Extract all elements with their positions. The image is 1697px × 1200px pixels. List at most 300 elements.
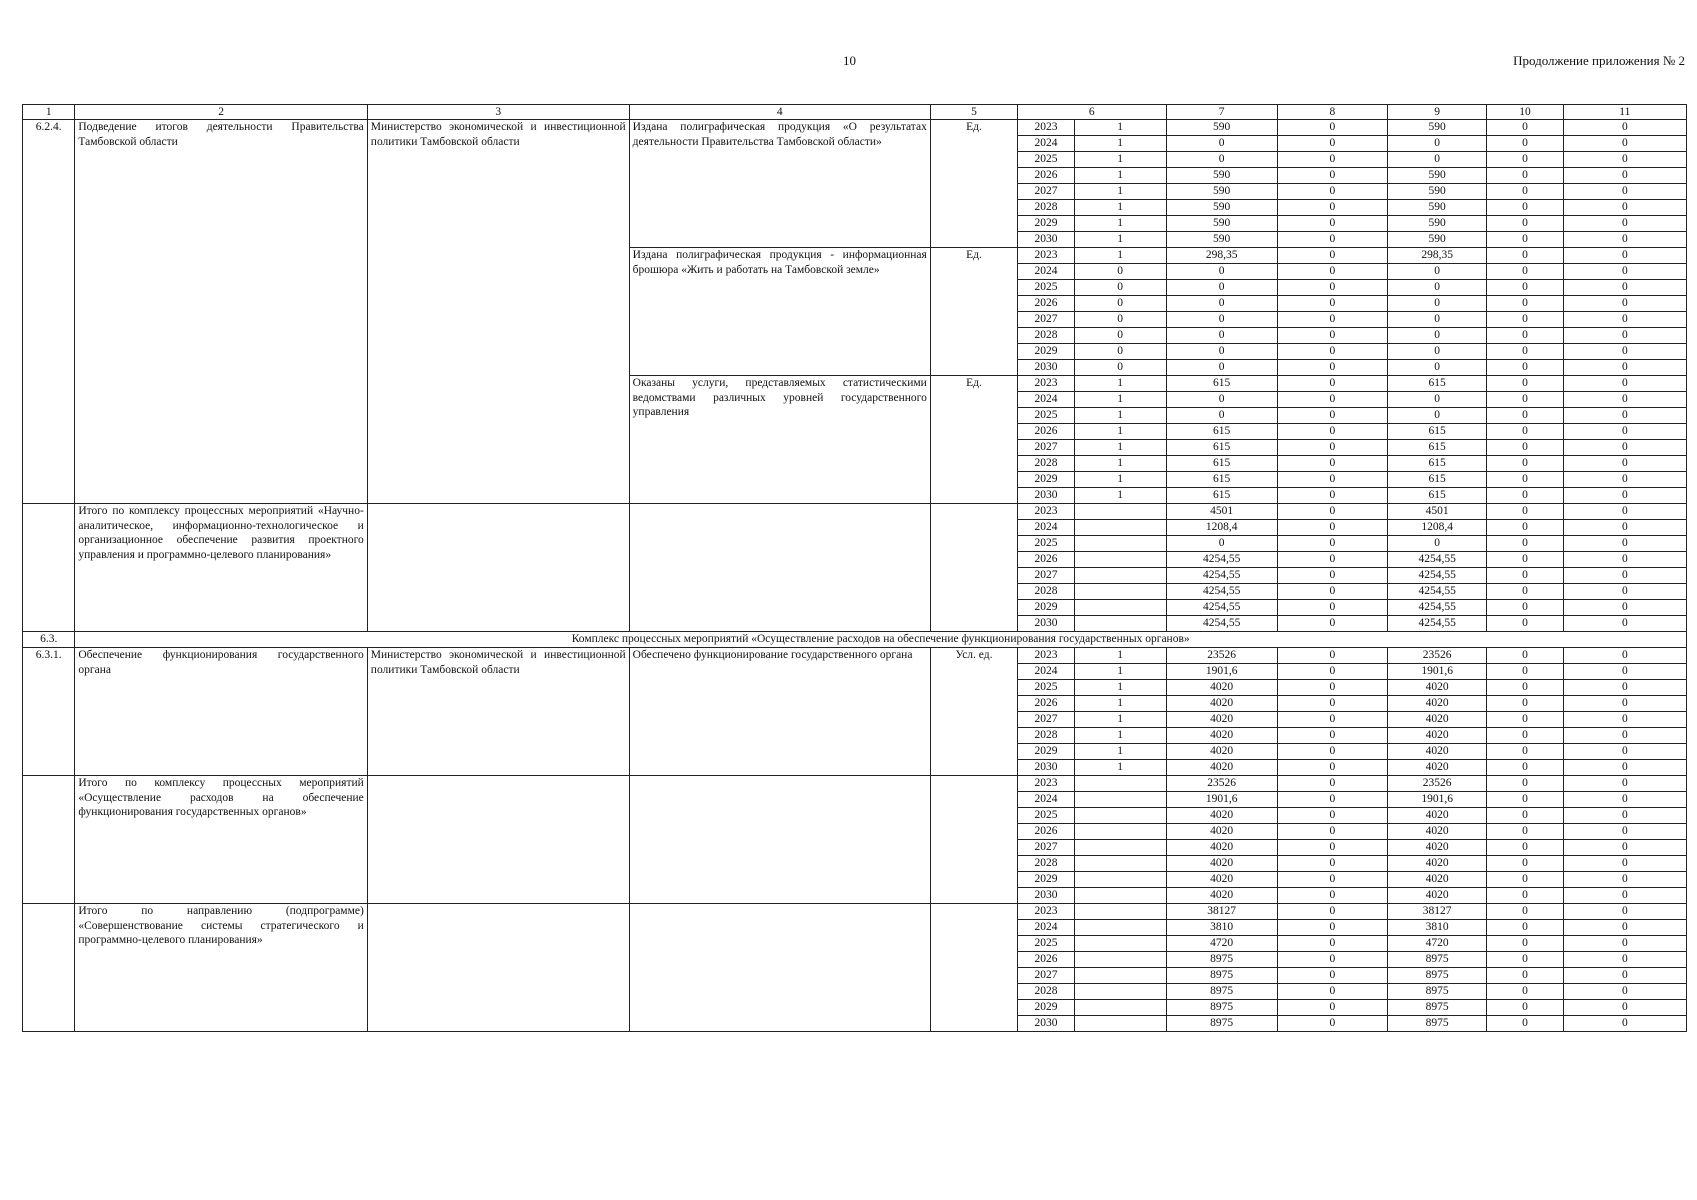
year: 2024: [1018, 136, 1075, 152]
total-unit: [930, 504, 1017, 632]
value-11: 0: [1563, 600, 1686, 616]
value-6: 1: [1074, 488, 1166, 504]
value-7: 615: [1166, 440, 1277, 456]
value-8: 0: [1277, 552, 1387, 568]
value-8: 0: [1277, 520, 1387, 536]
value-8: 0: [1277, 264, 1387, 280]
value-10: 0: [1487, 344, 1563, 360]
year: 2027: [1018, 568, 1075, 584]
item-result: Оказаны услуги, представляемых статистическими ведомствами различных уровней государственного управления: [629, 376, 930, 504]
value-11: 0: [1563, 424, 1686, 440]
value-10: 0: [1487, 568, 1563, 584]
value-8: 0: [1277, 968, 1387, 984]
value-10: 0: [1487, 328, 1563, 344]
value-10: 0: [1487, 1016, 1563, 1032]
value-11: 0: [1563, 536, 1686, 552]
year: 2028: [1018, 584, 1075, 600]
value-11: 0: [1563, 216, 1686, 232]
value-9: 615: [1388, 424, 1487, 440]
item-result: Издана полиграфическая продукция - информационная брошюра «Жить и работать на Тамбовской земле»: [629, 248, 930, 376]
value-11: 0: [1563, 968, 1686, 984]
value-10: 0: [1487, 168, 1563, 184]
value-7: 1901,6: [1166, 664, 1277, 680]
value-8: 0: [1277, 792, 1387, 808]
value-6: [1074, 600, 1166, 616]
value-11: 0: [1563, 344, 1686, 360]
value-7: 0: [1166, 344, 1277, 360]
value-11: 0: [1563, 984, 1686, 1000]
value-9: 1901,6: [1388, 792, 1487, 808]
value-10: 0: [1487, 264, 1563, 280]
value-8: 0: [1277, 744, 1387, 760]
value-6: [1074, 984, 1166, 1000]
value-6: 1: [1074, 744, 1166, 760]
value-9: 4501: [1388, 504, 1487, 520]
value-9: 590: [1388, 200, 1487, 216]
value-8: 0: [1277, 504, 1387, 520]
value-8: 0: [1277, 568, 1387, 584]
value-11: 0: [1563, 200, 1686, 216]
value-11: 0: [1563, 376, 1686, 392]
value-7: 4020: [1166, 856, 1277, 872]
year: 2030: [1018, 488, 1075, 504]
value-8: 0: [1277, 728, 1387, 744]
value-7: 0: [1166, 360, 1277, 376]
total-code: [23, 904, 75, 1032]
value-8: 0: [1277, 152, 1387, 168]
year: 2030: [1018, 888, 1075, 904]
value-10: 0: [1487, 552, 1563, 568]
value-7: 38127: [1166, 904, 1277, 920]
value-7: 4020: [1166, 744, 1277, 760]
value-6: 0: [1074, 360, 1166, 376]
value-7: 0: [1166, 264, 1277, 280]
value-8: 0: [1277, 424, 1387, 440]
value-8: 0: [1277, 440, 1387, 456]
value-7: 0: [1166, 408, 1277, 424]
value-9: 4020: [1388, 728, 1487, 744]
value-7: 590: [1166, 200, 1277, 216]
value-7: 4020: [1166, 728, 1277, 744]
value-10: 0: [1487, 1000, 1563, 1016]
value-7: 4254,55: [1166, 616, 1277, 632]
year: 2026: [1018, 168, 1075, 184]
value-7: 4020: [1166, 888, 1277, 904]
value-7: 8975: [1166, 984, 1277, 1000]
value-9: 8975: [1388, 984, 1487, 1000]
value-7: 615: [1166, 488, 1277, 504]
value-7: 4720: [1166, 936, 1277, 952]
value-11: 0: [1563, 440, 1686, 456]
value-9: 590: [1388, 232, 1487, 248]
item-unit: Ед.: [930, 120, 1017, 248]
value-7: 4020: [1166, 840, 1277, 856]
value-10: 0: [1487, 824, 1563, 840]
value-10: 0: [1487, 280, 1563, 296]
value-8: 0: [1277, 216, 1387, 232]
value-8: 0: [1277, 280, 1387, 296]
value-10: 0: [1487, 584, 1563, 600]
value-10: 0: [1487, 296, 1563, 312]
value-7: 0: [1166, 136, 1277, 152]
col-number-5: 5: [930, 105, 1017, 120]
col-number-9: 9: [1388, 105, 1487, 120]
year: 2029: [1018, 344, 1075, 360]
value-9: 615: [1388, 440, 1487, 456]
year: 2024: [1018, 392, 1075, 408]
value-8: 0: [1277, 872, 1387, 888]
value-9: 8975: [1388, 1016, 1487, 1032]
section-row: [23, 632, 1687, 648]
value-9: 0: [1388, 264, 1487, 280]
item-code: 6.3.1.: [23, 648, 75, 776]
program-table: [22, 104, 1687, 1032]
item-unit: Ед.: [930, 248, 1017, 376]
year: 2029: [1018, 744, 1075, 760]
value-9: 0: [1388, 296, 1487, 312]
value-11: 0: [1563, 568, 1686, 584]
value-10: 0: [1487, 792, 1563, 808]
value-10: 0: [1487, 152, 1563, 168]
year: 2025: [1018, 280, 1075, 296]
value-11: 0: [1563, 792, 1686, 808]
value-6: [1074, 952, 1166, 968]
value-10: 0: [1487, 392, 1563, 408]
value-11: 0: [1563, 408, 1686, 424]
value-10: 0: [1487, 728, 1563, 744]
value-11: 0: [1563, 696, 1686, 712]
year: 2025: [1018, 536, 1075, 552]
year: 2026: [1018, 552, 1075, 568]
value-6: 0: [1074, 328, 1166, 344]
value-6: 0: [1074, 296, 1166, 312]
value-7: 8975: [1166, 1000, 1277, 1016]
value-9: 4020: [1388, 680, 1487, 696]
value-10: 0: [1487, 888, 1563, 904]
value-7: 590: [1166, 120, 1277, 136]
value-11: 0: [1563, 184, 1686, 200]
year: 2026: [1018, 296, 1075, 312]
column-number-row: [23, 105, 1687, 120]
value-7: 4020: [1166, 760, 1277, 776]
col-number-6: 6: [1018, 105, 1166, 120]
total-row: [23, 904, 1687, 920]
value-9: 590: [1388, 184, 1487, 200]
col-number-10: 10: [1487, 105, 1563, 120]
year: 2024: [1018, 920, 1075, 936]
value-9: 0: [1388, 344, 1487, 360]
value-10: 0: [1487, 504, 1563, 520]
value-6: [1074, 616, 1166, 632]
year: 2030: [1018, 616, 1075, 632]
col-number-3: 3: [367, 105, 629, 120]
value-8: 0: [1277, 904, 1387, 920]
value-9: 4254,55: [1388, 568, 1487, 584]
value-11: 0: [1563, 936, 1686, 952]
value-11: 0: [1563, 584, 1686, 600]
value-6: 1: [1074, 664, 1166, 680]
value-9: 3810: [1388, 920, 1487, 936]
value-10: 0: [1487, 312, 1563, 328]
value-6: [1074, 504, 1166, 520]
value-6: 1: [1074, 152, 1166, 168]
year: 2023: [1018, 120, 1075, 136]
value-9: 0: [1388, 136, 1487, 152]
value-7: 298,35: [1166, 248, 1277, 264]
year: 2023: [1018, 904, 1075, 920]
value-9: 590: [1388, 216, 1487, 232]
value-11: 0: [1563, 488, 1686, 504]
value-6: 1: [1074, 184, 1166, 200]
col-number-8: 8: [1277, 105, 1387, 120]
value-11: 0: [1563, 872, 1686, 888]
value-9: 4020: [1388, 840, 1487, 856]
value-11: 0: [1563, 312, 1686, 328]
value-8: 0: [1277, 488, 1387, 504]
year: 2024: [1018, 520, 1075, 536]
item-code: 6.2.4.: [23, 120, 75, 504]
value-9: 8975: [1388, 968, 1487, 984]
value-6: 1: [1074, 120, 1166, 136]
value-6: [1074, 792, 1166, 808]
value-10: 0: [1487, 936, 1563, 952]
value-8: 0: [1277, 536, 1387, 552]
total-code: [23, 776, 75, 904]
value-11: 0: [1563, 904, 1686, 920]
value-11: 0: [1563, 744, 1686, 760]
value-9: 4254,55: [1388, 616, 1487, 632]
section-title: Комплекс процессных мероприятий «Осуществление расходов на обеспечение функционирования государственных органов»: [75, 632, 1687, 648]
value-11: 0: [1563, 1000, 1686, 1016]
value-10: 0: [1487, 952, 1563, 968]
total-executor: [367, 504, 629, 632]
value-11: 0: [1563, 472, 1686, 488]
value-11: 0: [1563, 952, 1686, 968]
total-result: [629, 776, 930, 904]
value-6: [1074, 840, 1166, 856]
value-8: 0: [1277, 840, 1387, 856]
year: 2029: [1018, 600, 1075, 616]
total-result: [629, 904, 930, 1032]
value-7: 3810: [1166, 920, 1277, 936]
value-9: 0: [1388, 360, 1487, 376]
value-10: 0: [1487, 904, 1563, 920]
value-9: 8975: [1388, 952, 1487, 968]
value-10: 0: [1487, 456, 1563, 472]
value-7: 23526: [1166, 648, 1277, 664]
value-9: 0: [1388, 536, 1487, 552]
value-10: 0: [1487, 200, 1563, 216]
value-9: 4254,55: [1388, 584, 1487, 600]
year: 2023: [1018, 648, 1075, 664]
value-7: 615: [1166, 456, 1277, 472]
item-unit: Усл. ед.: [930, 648, 1017, 776]
value-9: 4020: [1388, 824, 1487, 840]
total-name: Итого по комплексу процессных мероприятий «Осуществление расходов на обеспечение функционирования государственных органов»: [75, 776, 367, 904]
year: 2029: [1018, 1000, 1075, 1016]
value-9: 4020: [1388, 856, 1487, 872]
value-6: 1: [1074, 648, 1166, 664]
value-7: 4020: [1166, 696, 1277, 712]
value-10: 0: [1487, 248, 1563, 264]
value-10: 0: [1487, 696, 1563, 712]
value-6: [1074, 552, 1166, 568]
value-7: 590: [1166, 168, 1277, 184]
year: 2026: [1018, 424, 1075, 440]
value-10: 0: [1487, 616, 1563, 632]
year: 2028: [1018, 200, 1075, 216]
value-6: [1074, 968, 1166, 984]
value-7: 615: [1166, 472, 1277, 488]
value-9: 615: [1388, 456, 1487, 472]
item-name: Подведение итогов деятельности Правительства Тамбовской области: [75, 120, 367, 504]
total-row: [23, 776, 1687, 792]
value-10: 0: [1487, 424, 1563, 440]
value-11: 0: [1563, 520, 1686, 536]
value-8: 0: [1277, 1000, 1387, 1016]
value-11: 0: [1563, 120, 1686, 136]
value-9: 1901,6: [1388, 664, 1487, 680]
value-6: 1: [1074, 440, 1166, 456]
value-9: 4020: [1388, 888, 1487, 904]
value-8: 0: [1277, 296, 1387, 312]
value-6: [1074, 776, 1166, 792]
value-10: 0: [1487, 984, 1563, 1000]
value-11: 0: [1563, 328, 1686, 344]
year: 2027: [1018, 840, 1075, 856]
value-9: 23526: [1388, 776, 1487, 792]
table-row: [23, 120, 1687, 136]
value-10: 0: [1487, 184, 1563, 200]
value-8: 0: [1277, 392, 1387, 408]
value-6: [1074, 536, 1166, 552]
value-6: 0: [1074, 264, 1166, 280]
total-name: Итого по комплексу процессных мероприятий «Научно-аналитическое, информационно-технологическое и организационное обеспечение развития проектного управления и программно-целевого планирования»: [75, 504, 367, 632]
col-number-7: 7: [1166, 105, 1277, 120]
value-10: 0: [1487, 968, 1563, 984]
total-unit: [930, 904, 1017, 1032]
value-7: 4254,55: [1166, 584, 1277, 600]
value-9: 0: [1388, 328, 1487, 344]
year: 2028: [1018, 456, 1075, 472]
year: 2027: [1018, 312, 1075, 328]
year: 2026: [1018, 696, 1075, 712]
value-11: 0: [1563, 280, 1686, 296]
value-6: 1: [1074, 216, 1166, 232]
value-7: 4020: [1166, 872, 1277, 888]
value-8: 0: [1277, 600, 1387, 616]
value-11: 0: [1563, 616, 1686, 632]
value-8: 0: [1277, 952, 1387, 968]
year: 2025: [1018, 408, 1075, 424]
value-9: 4020: [1388, 744, 1487, 760]
value-6: [1074, 872, 1166, 888]
value-10: 0: [1487, 712, 1563, 728]
value-8: 0: [1277, 456, 1387, 472]
value-8: 0: [1277, 808, 1387, 824]
year: 2027: [1018, 712, 1075, 728]
value-7: 4254,55: [1166, 568, 1277, 584]
col-number-1: 1: [23, 105, 75, 120]
value-9: 4254,55: [1388, 552, 1487, 568]
value-6: [1074, 568, 1166, 584]
value-6: 1: [1074, 200, 1166, 216]
value-10: 0: [1487, 760, 1563, 776]
value-7: 590: [1166, 232, 1277, 248]
value-10: 0: [1487, 776, 1563, 792]
value-7: 4501: [1166, 504, 1277, 520]
value-11: 0: [1563, 680, 1686, 696]
value-10: 0: [1487, 600, 1563, 616]
value-6: 1: [1074, 232, 1166, 248]
value-7: 8975: [1166, 952, 1277, 968]
value-9: 4254,55: [1388, 600, 1487, 616]
value-6: [1074, 584, 1166, 600]
value-6: 0: [1074, 312, 1166, 328]
value-8: 0: [1277, 648, 1387, 664]
value-6: [1074, 920, 1166, 936]
total-row: [23, 504, 1687, 520]
year: 2024: [1018, 264, 1075, 280]
value-7: 1901,6: [1166, 792, 1277, 808]
item-executor: Министерство экономической и инвестиционной политики Тамбовской области: [367, 648, 629, 776]
value-7: 0: [1166, 328, 1277, 344]
value-9: 615: [1388, 488, 1487, 504]
value-6: [1074, 824, 1166, 840]
value-8: 0: [1277, 760, 1387, 776]
value-10: 0: [1487, 488, 1563, 504]
year: 2023: [1018, 776, 1075, 792]
value-8: 0: [1277, 936, 1387, 952]
value-6: 0: [1074, 280, 1166, 296]
value-10: 0: [1487, 472, 1563, 488]
value-6: 1: [1074, 408, 1166, 424]
value-11: 0: [1563, 152, 1686, 168]
value-8: 0: [1277, 920, 1387, 936]
year: 2027: [1018, 184, 1075, 200]
year: 2030: [1018, 760, 1075, 776]
value-9: 0: [1388, 408, 1487, 424]
year: 2025: [1018, 808, 1075, 824]
value-11: 0: [1563, 360, 1686, 376]
value-8: 0: [1277, 168, 1387, 184]
value-7: 0: [1166, 312, 1277, 328]
value-10: 0: [1487, 664, 1563, 680]
value-10: 0: [1487, 872, 1563, 888]
value-8: 0: [1277, 984, 1387, 1000]
value-9: 590: [1388, 120, 1487, 136]
year: 2027: [1018, 968, 1075, 984]
value-10: 0: [1487, 408, 1563, 424]
page-number: 10: [843, 53, 856, 68]
value-11: 0: [1563, 296, 1686, 312]
value-6: 1: [1074, 760, 1166, 776]
value-8: 0: [1277, 888, 1387, 904]
total-name: Итого по направлению (подпрограмме) «Совершенствование системы стратегического и программно-целевого планирования»: [75, 904, 367, 1032]
value-7: 4254,55: [1166, 552, 1277, 568]
value-9: 4020: [1388, 808, 1487, 824]
value-6: 1: [1074, 472, 1166, 488]
value-10: 0: [1487, 840, 1563, 856]
item-executor: Министерство экономической и инвестиционной политики Тамбовской области: [367, 120, 629, 504]
value-10: 0: [1487, 136, 1563, 152]
value-6: [1074, 808, 1166, 824]
value-11: 0: [1563, 264, 1686, 280]
year: 2025: [1018, 152, 1075, 168]
value-9: 4020: [1388, 712, 1487, 728]
value-6: [1074, 520, 1166, 536]
value-7: 0: [1166, 296, 1277, 312]
